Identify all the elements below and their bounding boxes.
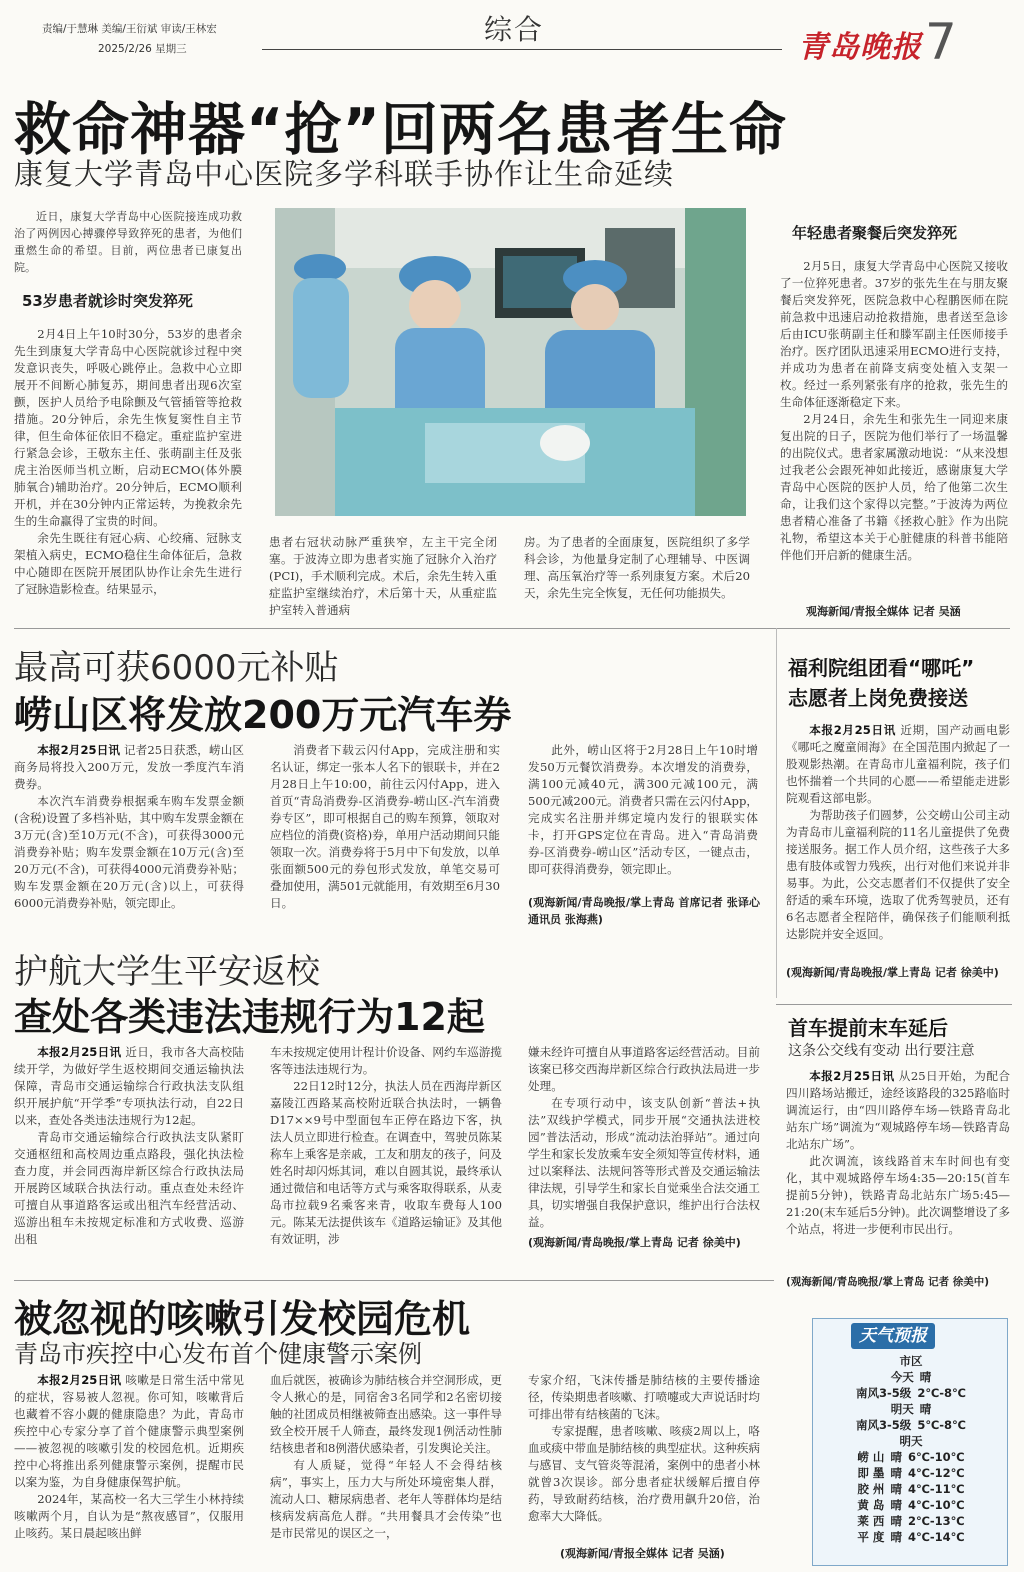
story2-col2: 消费者下载云闪付App，完成注册和实名认证，绑定一张本人名下的银联卡，并在2月28日上午10:00，前往云闪付App，进入首页“青岛消费券-区消费券-崂山区-汽车消费券专区”，即可根据自己的购车预算，领取对应档位的消费(资格)券，单用户活动期间只能领取一次。消费券将于5月中下旬发放，以单张面额500元的券包形式发放，单笔交易可叠加使用，满501元就能用，有效期至6月30日。 xyxy=(270,743,500,910)
story6-col3: 专家介绍，飞沫传播是肺结核的主要传播途径，传染期患者咳嗽、打喷嚏或大声说话时均可排出带有结核菌的飞沫。 专家提醒，患者咳嗽、咳痰2周以上，咯血或痰中带血是肺结核的典型症状。这种疾病与感冒、支气管炎等混淆，案例中的患者小林就曾3次误诊。部分患者症状缓解后擅自停药，导致耐药结核，治疗费用飙升20倍，治愈率大大降低。 xyxy=(528,1373,760,1523)
story6-credit: (观海新闻/青报全媒体 记者 吴涵) xyxy=(560,1547,725,1560)
story2-col3: 此外，崂山区将于2月28日上午10时增发50万元餐饮消费券。本次增发的消费券，满100元减40元，满300元减100元，满500元减200元。消费者只需在云闪付App，完成实名注册并绑定境内发行的银联实体卡，打开GPS定位在青岛。进入“青岛消费券-区消费券-崂山区”活动专区，一键点击，即可获得消费券，领完即止。 xyxy=(528,743,758,876)
story2-credit: (观海新闻/青岛晚报/掌上青岛 首席记者 张译心 通讯员 张海燕) xyxy=(528,896,760,926)
weather-city-row: 黄 岛 晴 4℃-10℃ xyxy=(857,1498,965,1512)
story1-credit: 观海新闻/青报全媒体 记者 吴涵 xyxy=(806,605,961,618)
surgery-photo xyxy=(275,208,746,516)
story6-col1: 本报2月25日讯 咳嗽是日常生活中常见的症状，容易被人忽视。你可知，咳嗽背后也藏着不容小觑的健康隐患？为此，青岛市疾控中心专家分享了首个健康警示典型案例——被忽视的咳嗽引发的校园危机。近期疾控中心将推出系列健康警示案例，提醒市民以案为鉴，为自身健康保驾护航。 2024年，某高校一名大三学生小林持续咳嗽两个月，自认为是“熬夜感冒”，仅服用止咳药。某日晨起咳出鲜 xyxy=(14,1373,244,1540)
weather-city-row: 即 墨 晴 4℃-12℃ xyxy=(857,1466,965,1480)
story4-col1: 本报2月25日讯 近日，我市各大高校陆续开学，为做好学生返校期间交通运输执法保障，青岛市交通运输综合行政执法支队组织开展护航“开学季”专项执法行动，自22日以来，查处各类违法违规行为12起。 青岛市交通运输综合行政执法支队紧盯交通枢纽和高校周边重点路段，强化执法检查力度，并会同西海岸新区综合行政执法局开展跨区域联合执法行动。重点查处未经许可擅自从事道路客运或出租汽车经营活动、巡游出租车未按规定标准和方式收费、巡游出租 xyxy=(14,1045,244,1246)
weather-city-row: 崂 山 晴 6℃-10℃ xyxy=(857,1450,965,1464)
weather-city-row: 平 度 晴 4℃-14℃ xyxy=(857,1530,965,1544)
weather-line: 市区 xyxy=(899,1354,923,1368)
story3-credit: (观海新闻/青岛晚报/掌上青岛 记者 徐美中) xyxy=(786,966,999,979)
weather-line: 今天 晴 xyxy=(890,1370,932,1384)
weather-line: 明天 xyxy=(899,1434,923,1448)
divider-col xyxy=(776,628,777,998)
story6-col2: 血后就医，被确诊为肺结核合并空洞形成，更令人揪心的是，同宿舍3名同学和2名密切接触的社团成员相继被筛查出感染。这一事件导致全校开展千人筛查，最终发现1例活动性肺结核患者和8例潜伏感染者，引发舆论关注。 有人质疑，觉得“年轻人不会得结核病”，事实上，压力大与所处环境密集人群，流动人口、糖尿病患者、老年人等群体均是结核病发病高危人群。“共用餐具才会传染”也是市民常见的误区之一， xyxy=(270,1373,502,1540)
story3-headline: 志愿者上岗免费接送 xyxy=(788,686,968,710)
story1-intro: 近日，康复大学青岛中心医院接连成功救治了两例因心搏骤停导致猝死的患者，为他们重燃生命的希望。目前，两位患者已康复出院。 xyxy=(14,210,242,274)
story1-col3: 房。为了患者的全面康复，医院组织了多学科会诊，为他量身定制了心理辅导、中医调理、高压氧治疗等一系列康复方案。术后20天，余先生完全恢复，无任何功能损失。 xyxy=(524,535,750,600)
newspaper-logo: 青岛晚报 xyxy=(798,30,922,65)
story1-headline: 救命神器“抢”回两名患者生命 xyxy=(14,97,787,163)
story1-col4: 2月5日，康复大学青岛中心医院又接收了一位猝死患者。37岁的张先生在与朋友聚餐后突发猝死，医院急救中心程鹏医师在院前急救中迅速启动抢救措施，患者送至急诊后由ICU张萌副主任和滕军副主任医师接手治疗。医疗团队迅速采用ECMO进行支持，并成功为患者在前降支病变处植入支架一枚。经过一系列紧张有序的抢救，张先生的生命体征逐渐稳定下来。 2月24日，余先生和张先生一同迎来康复出院的日子，医院为他们举行了一场温馨的出院仪式。患者家属激动地说：“从来没想过我老公会跟死神如此接近，感谢康复大学青岛中心医院的医护人员，给了他第二次生命，让我们这个家得以完整。”于波涛为两位患者精心准备了书籍《拯救心脏》作为出院礼物，希望这本关于心脏健康的科普书能陪伴他们开启新的健康生活。 xyxy=(780,259,1008,562)
story1-col1: 2月4日上午10时30分，53岁的患者余先生到康复大学青岛中心医院就诊过程中突发意识丧失，呼吸心跳停止。急救中心立即展开不间断心肺复苏，期间患者出现6次室颤，医护人员给予电除颤及气管插管等抢救措施。20分钟后，余先生恢复窦性自主节律，但生命体征依旧不稳定。重症监护室进行紧急会诊，王敬东主任、张萌副主任及张虎主治医师当机立断，启动ECMO(体外膜肺氧合)辅助治疗。20分钟后，ECMO顺利开机，并在30分钟内正常运转，为挽救余先生的生命赢得了宝贵的时间。 余先生既往有冠心病、心绞痛、冠脉支架植入病史，ECMO稳住生命体征后，急救中心随即在医院开展团队协作让余先生进行了冠脉造影检查。结果显示， xyxy=(14,327,242,596)
story2-col1: 本报2月25日讯 记者25日获悉，崂山区商务局将投入200万元，发放一季度汽车消费券。 本次汽车消费券根据乘车购车发票金额(含税)设置了多档补贴，其中购车发票金额在3万元(含)至10万元(不含)，可获得3000元消费券补贴；购车发票金额在10万元(含)至20万元(不含)，可获得4000元消费券补贴；购车发票金额在20万元(含)以上，可获得6000元消费券补贴，领完即止。 xyxy=(14,743,244,910)
story3-body: 本报2月25日讯 近期，国产动画电影《哪吒之魔童闹海》在全国范围内掀起了一股观影热潮。在青岛市儿童福利院，孩子们也怀揣着一个共同的心愿——希望能走进影院观看这部电影。 为帮助孩子们圆梦，公交崂山公司主动为青岛市儿童福利院的11名儿童提供了免费接送服务。据工作人员介绍，这些孩子大多患有肢体或智力残疾，出行对他们来说并非易事。为此，公交志愿者们不仅提供了安全舒适的乘车环境，选取了优秀驾驶员，还有6名志愿者全程陪伴，确保孩子们能顺利抵达影院并安全返回。 xyxy=(786,723,1010,941)
story2-kicker: 最高可获6000元补贴 xyxy=(14,648,339,688)
story6-subheadline: 青岛市疾控中心发布首个健康警示案例 xyxy=(14,1340,422,1368)
story5-subheadline: 这条公交线有变动 出行要注意 xyxy=(788,1043,975,1059)
weather-line: 南风3-5级 5℃-8℃ xyxy=(856,1418,966,1432)
story4-headline: 查处各类违法违规行为12起 xyxy=(14,995,485,1039)
weather-city-row: 莱 西 晴 2℃-13℃ xyxy=(857,1514,965,1528)
story1-subhead-2: 年轻患者聚餐后突发猝死 xyxy=(792,224,958,242)
divider-2 xyxy=(14,1280,774,1281)
story5-body: 本报2月25日讯 从25日开始，为配合四川路场站搬迁，途经该路段的325路临时调流运行，由“四川路停车场—铁路青岛北站东广场”调流为“观城路停车场—铁路青岛北站东广场”。 此次调流，该线路首末车时间也有变化，其中观城路停车场4:35—20:15(首车提前5分钟)，铁路青岛北站东广场5:45—21:20(末车延后5分钟)。此次调整增设了多个站点，将进一步便利市民出行。 xyxy=(786,1069,1010,1236)
story5-credit: (观海新闻/青岛晚报/掌上青岛 记者 徐美中) xyxy=(786,1276,990,1288)
issue-date: 2025/2/26 星期三 xyxy=(98,43,187,55)
story1-col2: 患者右冠状动脉严重狭窄，左主干完全闭塞。于波涛立即为患者实施了冠脉介入治疗(PCI)，手术顺利完成。术后，余先生转入重症监护室继续治疗，术后第十天，从重症监护室转入普通病 xyxy=(269,535,497,617)
divider-1 xyxy=(14,628,1010,629)
weather-city-row: 胶 州 晴 4℃-11℃ xyxy=(857,1482,965,1496)
story3-kicker: 福利院组团看“哪吒” xyxy=(788,656,975,680)
weather-box xyxy=(812,1318,1008,1566)
editors-line: 责编/于慧琳 美编/王衍斌 审读/王林宏 xyxy=(42,23,217,35)
weather-forecast xyxy=(813,1353,1009,1545)
story4-col3: 嫌未经许可擅自从事道路客运经营活动。目前该案已移交西海岸新区综合行政执法局进一步处理。 在专项行动中，该支队创新“普法+执法”双线护学模式，同步开展“交通执法进校园”普法活动，形成“流动法治驿站”。通过向学生和家长发放乘车安全须知等宣传材料，通过以案释法、法规问答等形式普及交通运输法律法规，引导学生和家长自觉乘坐合法交通工具，切实增强自我保护意识，维护出行合法权益。 xyxy=(528,1045,760,1229)
divider-right xyxy=(776,1004,1012,1005)
page-number: 7 xyxy=(925,13,957,71)
masthead-rule xyxy=(262,49,782,50)
story6-headline: 被忽视的咳嗽引发校园危机 xyxy=(14,1297,471,1341)
story1-subhead-1: 53岁患者就诊时突发猝死 xyxy=(22,292,193,310)
story4-kicker: 护航大学生平安返校 xyxy=(14,952,320,992)
story4-credit: (观海新闻/青岛晚报/掌上青岛 记者 徐美中) xyxy=(528,1236,741,1249)
story2-headline: 崂山区将发放200万元汽车券 xyxy=(14,693,512,737)
story5-headline: 首车提前末车延后 xyxy=(788,1016,948,1040)
surgery-photo-illustration xyxy=(275,208,746,516)
weather-title: 天气预报 xyxy=(851,1323,935,1349)
story4-col2: 车未按规定使用计程计价设备、网约车巡游揽客等违法违规行为。 22日12时12分，执法人员在西海岸新区嘉陵江西路某高校附近联合执法时，一辆鲁D17××9号中型面包车正停在路边下客，执法人员立即进行检查。在调查中，驾驶员陈某称车上乘客是亲戚，工友和朋友的孩子，问及姓名时却闪烁其词，难以自圆其说，最终承认通过微信和电话等方式与乘客取得联系，从麦岛市拉载9名乘客来青，收取车费每人100元。陈某无法提供该车《道路运输证》及其他有效证明，涉 xyxy=(270,1045,502,1246)
weather-line: 南风3-5级 2℃-8℃ xyxy=(856,1386,966,1400)
story1-subheadline: 康复大学青岛中心医院多学科联手协作让生命延续 xyxy=(14,157,675,191)
weather-line: 明天 晴 xyxy=(890,1402,932,1416)
section-name: 综合 xyxy=(484,13,545,46)
